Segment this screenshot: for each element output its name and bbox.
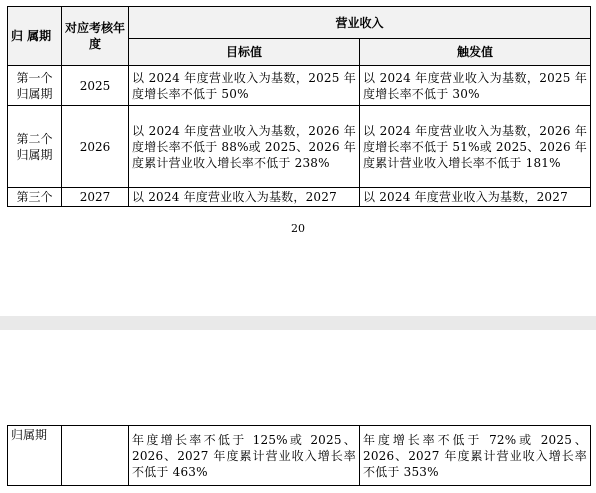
row-year: 2027 xyxy=(62,188,129,207)
row-trigger: 以 2024 年度营业收入为基数，2026 年度增长率不低于 51%或 2025、2026 年度累计营业收入增长率不低于 181% xyxy=(360,106,591,188)
table-row xyxy=(8,426,591,486)
header-year: 对应考核年度 xyxy=(62,7,129,66)
header-period: 归 属期 xyxy=(8,7,62,66)
table-row xyxy=(8,188,591,207)
performance-target-table xyxy=(7,6,591,207)
row-target: 年度增长率不低于 125%或 2025、2026、2027 年度累计营业收入增长率不低于 463% xyxy=(129,426,360,486)
row-period: 第三个 xyxy=(8,188,62,207)
row-trigger: 以 2024 年度营业收入为基数，2027 xyxy=(360,188,591,207)
header-trigger: 触发值 xyxy=(360,39,591,66)
row-year: 2026 xyxy=(62,106,129,188)
page-separator xyxy=(0,316,596,330)
table-row xyxy=(8,66,591,106)
row-target: 以 2024 年度营业收入为基数，2026 年度增长率不低于 88%或 2025、2026 年度累计营业收入增长率不低于 238% xyxy=(129,106,360,188)
page-number: 20 xyxy=(291,222,305,235)
row-target: 以 2024 年度营业收入为基数，2025 年度增长率不低于 50% xyxy=(129,66,360,106)
row-period: 第一个归属期 xyxy=(8,66,62,106)
row-period: 归属期 xyxy=(8,426,62,486)
row-period: 第二个归属期 xyxy=(8,106,62,188)
row-target: 以 2024 年度营业收入为基数，2027 xyxy=(129,188,360,207)
performance-target-table-continued xyxy=(7,425,591,486)
row-year xyxy=(62,426,129,486)
header-target: 目标值 xyxy=(129,39,360,66)
table-row xyxy=(8,106,591,188)
header-revenue: 营业收入 xyxy=(129,7,591,39)
row-year: 2025 xyxy=(62,66,129,106)
row-trigger: 以 2024 年度营业收入为基数，2025 年度增长率不低于 30% xyxy=(360,66,591,106)
row-trigger: 年度增长率不低于 72%或 2025、2026、2027 年度累计营业收入增长率不低于 353% xyxy=(360,426,591,486)
